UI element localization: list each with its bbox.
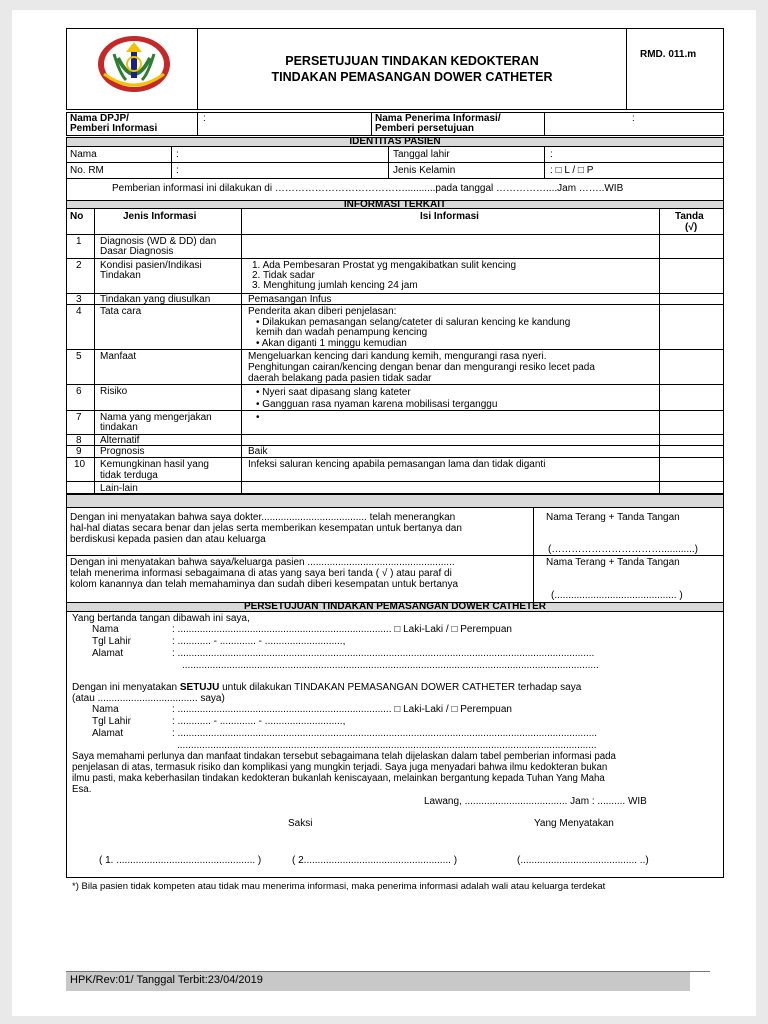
row-jenis: Tindakan yang diusulkan <box>100 294 211 305</box>
receiver-label: Nama Penerima Informasi/ <box>375 113 501 124</box>
patient-statement: kolom kanannya dan telah memahaminya dan sudah diberi kesempatan untuk bertanya <box>70 579 459 590</box>
address-field[interactable]: : ....................................................................................................................................................... <box>172 728 598 739</box>
patient-sign-label: Nama Terang + Tanda Tangan <box>546 557 680 568</box>
row-jenis: Diagnosis (WD & DD) dan <box>100 236 217 247</box>
row-isi: Penghitungan cairan/kencing dengan benar dan mengurangi resiko lecet pada <box>248 362 595 373</box>
row-isi: 3. Menghitung jumlah kencing 24 jam <box>252 280 418 291</box>
row-jenis: Kondisi pasien/Indikasi <box>100 260 202 271</box>
doctor-statement: hal-hal diatas secara benar dan jelas serta memberikan kesempatan untuk bertanya dan <box>70 523 462 534</box>
col-jenis: Jenis Informasi <box>123 211 197 222</box>
col-tanda: Tanda <box>675 211 704 222</box>
doctor-statement: Dengan ini menyatakan bahwa saya dokter...................................... telah menerangkan <box>70 512 456 523</box>
row-jenis: Manfaat <box>100 351 137 362</box>
row-isi: Baik <box>248 446 268 457</box>
patient-name-field[interactable]: : <box>176 149 179 160</box>
form-page <box>12 10 756 1016</box>
row-isi: kemih dan wadah penampung kencing <box>256 327 428 338</box>
row-no: 5 <box>76 351 82 362</box>
address-label: Alamat <box>92 728 124 739</box>
patient-statement: telah menerima informasi sebagaimana di atas yang saya beri tanda ( √ ) atau paraf di <box>70 568 452 579</box>
rm-field[interactable]: : <box>176 165 179 176</box>
consent-on-behalf-field[interactable]: (atau .................................... saya) <box>72 693 225 704</box>
row-no: 4 <box>76 306 82 317</box>
row-no: 7 <box>76 412 82 423</box>
address-field-2[interactable]: ....................................................................................................................................................... <box>177 740 597 751</box>
address-field[interactable]: : ...................................................................................................................................................... <box>172 648 595 659</box>
row-isi: Mengeluarkan kencing dari kandung kemih, mengurangi rasa nyeri. <box>248 351 547 362</box>
row-jenis: Nama yang mengerjakan <box>100 412 212 423</box>
info-given-line[interactable]: Pemberian informasi ini dilakukan di …………………………………...........pada tanggal ……………....Jam ……..WIB <box>112 183 624 194</box>
consent-paragraph: Saya memahami perlunya dan manfaat tindakan tersebut sebagaimana telah dijelaskan dalam tabel pemberian informasi pada <box>72 751 616 762</box>
row-isi: Infeksi saluran kencing apabila pemasangan lama dan tidak diganti <box>248 459 546 470</box>
witness-1-signature[interactable]: ( 1. .................................................. ) <box>99 855 262 866</box>
patient-signature-field[interactable]: (............................................ ) <box>551 590 683 601</box>
gender-label: Jenis Kelamin <box>393 165 456 176</box>
row-jenis: Tindakan <box>100 270 141 281</box>
col-tanda-mark: (√) <box>685 222 698 233</box>
receiver-value[interactable]: : <box>632 113 635 124</box>
row-jenis: Kemungkinan hasil yang <box>100 459 209 470</box>
row-no: 3 <box>76 294 82 305</box>
row-jenis: Risiko <box>100 386 128 397</box>
row-isi: • <box>256 412 260 423</box>
doctor-statement: berdiskusi kepada pasien dan atau keluarga <box>70 534 266 545</box>
row-isi: • Nyeri saat dipasang slang kateter <box>256 387 411 398</box>
row-isi: • Dilakukan pemasangan selang/cateter di saluran kencing ke kandung <box>256 317 571 328</box>
row-isi: 1. Ada Pembesaran Prostat yg mengakibatkan sulit kencing <box>252 260 517 271</box>
name-field[interactable]: : ............................................................................. □ Laki-Laki / □ Perempuan <box>172 704 512 715</box>
persetujuan-heading: PERSETUJUAN TINDAKAN PEMASANGAN DOWER CATHETER <box>243 601 547 612</box>
document-code: RMD. 011.m <box>640 49 697 60</box>
row-jenis: Tata cara <box>100 306 142 317</box>
patient-statement: Dengan ini menyatakan bahwa saya/keluarga pasien ..................................................... <box>70 557 455 568</box>
consent-paragraph: Esa. <box>72 784 92 795</box>
declarant-signature[interactable]: (.......................................... ..) <box>517 855 649 866</box>
form-title-line2: TINDAKAN PEMASANGAN DOWER CATHETER <box>271 70 553 84</box>
birthdate-field[interactable]: : ............ - ............. - ............................, <box>172 716 346 727</box>
row-isi: Penderita akan diberi penjelasan: <box>248 306 397 317</box>
row-no: 9 <box>76 446 82 457</box>
row-no: 6 <box>76 386 82 397</box>
consent-paragraph: ilmu pasti, maka keberhasilan tindakan kedokteran bukanlah keniscayaan, melainkan bergantung kepada Tuhan Yang Maha <box>72 773 605 784</box>
consent-intro: Yang bertanda tangan dibawah ini saya, <box>72 613 250 624</box>
birthdate-label: Tgl Lahir <box>92 716 131 727</box>
row-no: 8 <box>76 435 82 446</box>
row-jenis: Dasar Diagnosis <box>100 246 174 257</box>
row-no: 10 <box>74 459 86 470</box>
doctor-sign-label: Nama Terang + Tanda Tangan <box>546 512 680 523</box>
row-jenis: Lain-lain <box>100 483 138 494</box>
name-label: Nama <box>92 704 119 715</box>
row-no: 1 <box>76 236 82 247</box>
birthdate-label: Tgl Lahir <box>92 636 131 647</box>
row-jenis: Alternatif <box>100 435 140 446</box>
row-isi: • Gangguan rasa nyaman karena mobilisasi terganggu <box>256 399 498 410</box>
patient-name-label: Nama <box>70 149 97 160</box>
consent-paragraph: penjelasan di atas, termasuk risiko dan komplikasi yang mungkin terjadi. Saya juga menyadari bahwa ilmu kedokteran bukan <box>72 762 608 773</box>
row-jenis: tindakan <box>100 422 138 433</box>
row-isi: daerah belakang pada pasien tidak sadar <box>248 373 432 384</box>
name-label: Nama <box>92 624 119 635</box>
doctor-signature-field[interactable]: (……………………………............) <box>548 544 698 555</box>
row-jenis: Prognosis <box>100 446 145 457</box>
informasi-heading: INFORMASI TERKAIT <box>343 199 447 210</box>
identitas-heading: IDENTITAS PASIEN <box>349 136 441 147</box>
col-no: No <box>70 211 84 222</box>
setuju-emphasis: SETUJU <box>179 682 220 693</box>
row-jenis: tidak terduga <box>100 470 158 481</box>
row-isi: Pemasangan Infus <box>248 294 332 305</box>
birthdate-label: Tanggal lahir <box>393 149 450 160</box>
receiver-label-2: Pemberi persetujuan <box>375 123 474 134</box>
declarant-label: Yang Menyatakan <box>534 818 614 829</box>
birthdate-field[interactable]: : <box>550 149 553 160</box>
dpjp-label-2: Pemberi Informasi <box>70 123 158 134</box>
address-label: Alamat <box>92 648 124 659</box>
hospital-logo <box>96 34 172 94</box>
row-isi: • Akan diganti 1 minggu kemudian <box>256 338 407 349</box>
row-isi: 2. Tidak sadar <box>252 270 315 281</box>
footer-revision: HPK/Rev:01/ Tanggal Terbit:23/04/2019 <box>70 974 263 986</box>
birthdate-field[interactable]: : ............ - ............. - ............................, <box>172 636 346 647</box>
name-field[interactable]: : ............................................................................. □ Laki-Laki / □ Perempuan <box>172 624 512 635</box>
row-no: 2 <box>76 260 82 271</box>
dpjp-value[interactable]: : <box>203 113 206 124</box>
witness-label: Saksi <box>288 818 313 829</box>
rm-label: No. RM <box>70 165 104 176</box>
col-isi: Isi Informasi <box>420 211 479 222</box>
consent-statement: Dengan ini menyatakan SETUJU untuk dilakukan TINDAKAN PEMASANGAN DOWER CATHETER terhadap saya <box>72 682 582 693</box>
gender-checkboxes[interactable]: : □ L / □ P <box>550 165 594 176</box>
witness-2-signature[interactable]: ( 2..................................................... ) <box>292 855 458 866</box>
dpjp-label: Nama DPJP/ <box>70 113 129 124</box>
address-field-2[interactable]: ...................................................................................................................................................... <box>182 660 599 671</box>
place-date-field[interactable]: Lawang, ..................................... Jam : .......... WIB <box>424 796 647 807</box>
form-title-line1: PERSETUJUAN TINDAKAN KEDOKTERAN <box>285 54 539 68</box>
footnote: *) Bila pasien tidak kompeten atau tidak mau menerima informasi, maka penerima informasi adalah wali atau keluarga terdekat <box>72 881 606 892</box>
